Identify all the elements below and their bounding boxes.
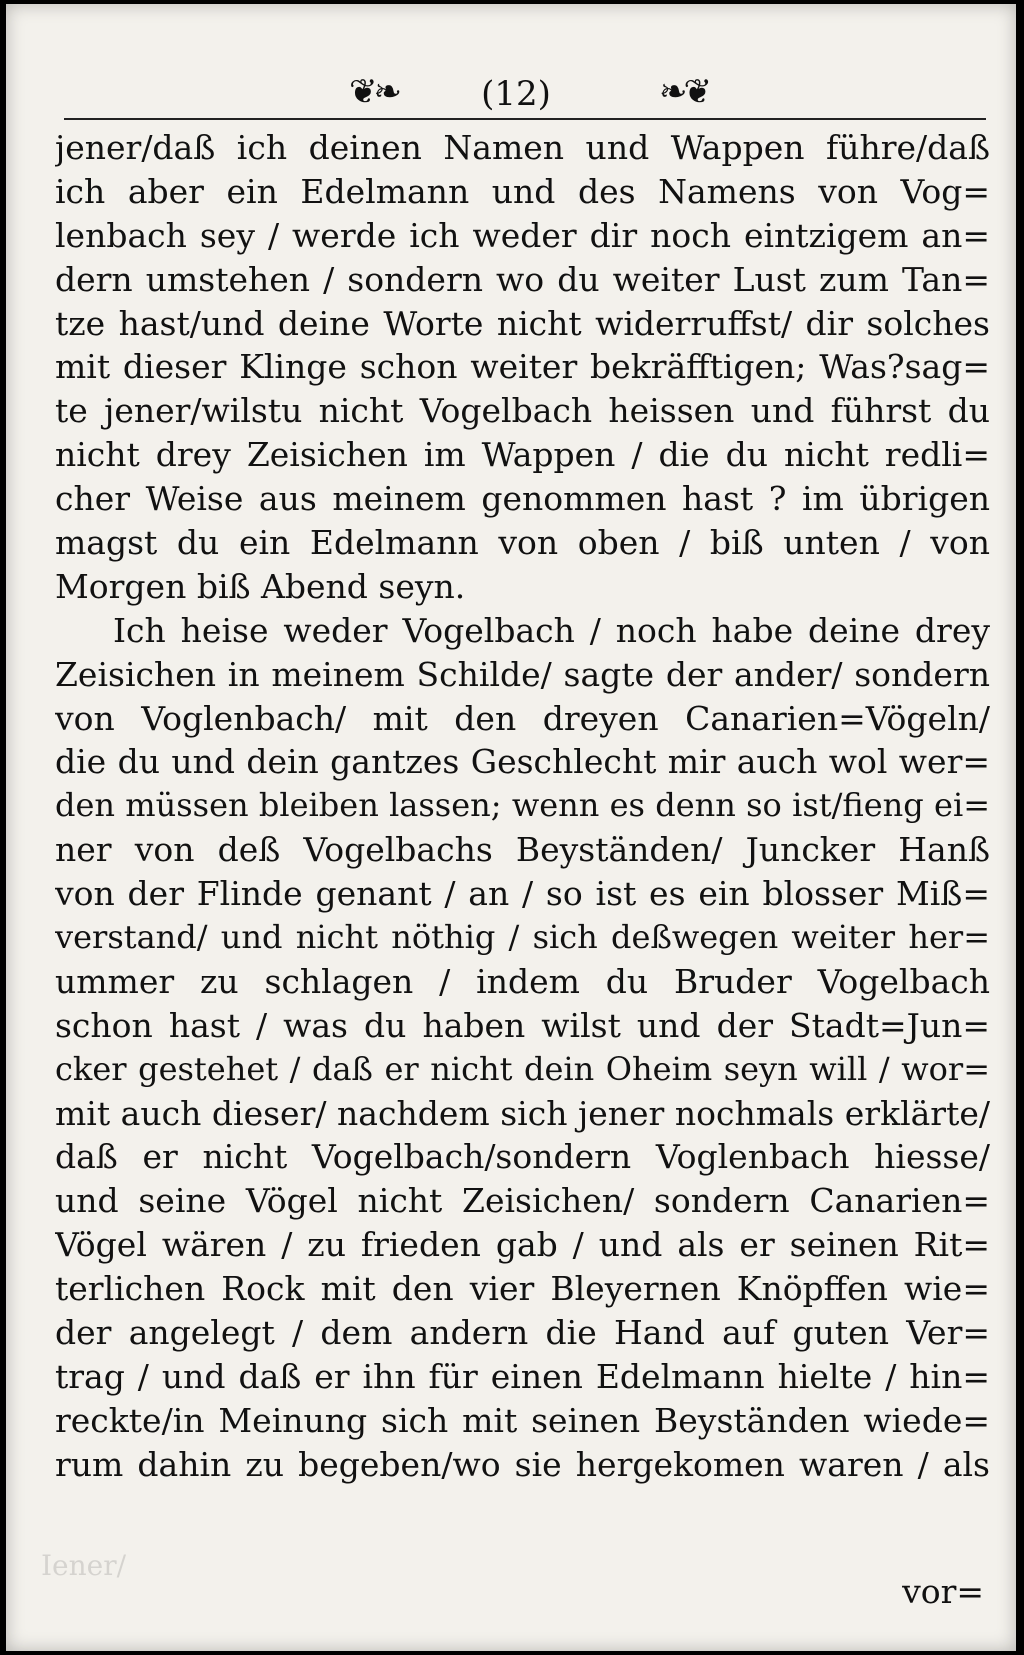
text-line: tze hast/und deine Worte nicht widerruffst/ dir solches	[55, 303, 990, 343]
text-line: den müssen bleiben lassen; wenn es denn so ist/fieng ei=	[55, 786, 990, 825]
text-line: ich aber ein Edelmann und des Namens von Vog=	[55, 171, 990, 211]
text-line: von der Flinde genant / an / so ist es ein blosser Miß=	[55, 874, 990, 914]
text-line: cher Weise aus meinem genommen hast ? im übrigen	[55, 479, 990, 519]
text-line: trag / und daß er ihn für einen Edelmann hielte / hin=	[55, 1356, 990, 1396]
text-line: lenbach sey / werde ich weder dir noch eintzigem an=	[55, 215, 990, 255]
text-line: von Voglenbach/ mit den dreyen Canarien=Vögeln/	[55, 698, 990, 738]
text-line: ummer zu schlagen / indem du Bruder Vogelbach	[55, 961, 990, 1001]
text-line: mit dieser Klinge schon weiter bekräfftigen; Was?sag=	[55, 347, 990, 387]
bleed-through-text: Iener/	[41, 1549, 127, 1582]
text-line: und seine Vögel nicht Zeisichen/ sondern Canarien=	[55, 1181, 990, 1221]
text-line: ner von deß Vogelbachs Beyständen/ Juncker Hanß	[55, 830, 990, 870]
text-line: nicht drey Zeisichen im Wappen / die du nicht redli=	[55, 435, 990, 475]
text-line: cker gestehet / daß er nicht dein Oheim seyn will / wor=	[55, 1049, 990, 1088]
text-line: verstand/ und nicht nöthig / sich deßwegen weiter her=	[55, 918, 990, 957]
text-line: te jener/wilstu nicht Vogelbach heissen und führst du	[55, 391, 990, 431]
text-line: die du und dein gantzes Geschlecht mir auch wol wer=	[55, 742, 990, 782]
text-line: Morgen biß Abend seyn.	[55, 566, 466, 606]
header-rule	[64, 118, 986, 120]
left-ornament-icon: ❦❧	[349, 72, 398, 112]
text-line: mit auch dieser/ nachdem sich jener nochmals erklärte/	[55, 1093, 990, 1133]
page-number: (12)	[481, 74, 551, 114]
text-line: jener/daß ich deinen Namen und Wappen führe/daß	[55, 128, 990, 167]
text-line: Ich heise weder Vogelbach / noch habe deine drey	[113, 610, 990, 650]
text-line: rum dahin zu begeben/wo sie hergekomen waren / als	[55, 1444, 990, 1484]
text-line: Vögel wären / zu frieden gab / und als er seinen Rit=	[55, 1225, 990, 1265]
text-line: dern umstehen / sondern wo du weiter Lust zum Tan=	[55, 259, 990, 299]
catchword: vor=	[902, 1572, 984, 1611]
body-text	[55, 126, 990, 1487]
text-line: der angelegt / dem andern die Hand auf guten Ver=	[55, 1313, 990, 1353]
text-line: daß er nicht Vogelbach/sondern Voglenbach hiesse/	[55, 1137, 990, 1177]
text-line: reckte/in Meinung sich mit seinen Beyständen wiede=	[55, 1400, 990, 1440]
text-line: magst du ein Edelmann von oben / biß unten / von	[55, 523, 990, 563]
text-line: Zeisichen in meinem Schilde/ sagte der ander/ sondern	[55, 654, 990, 694]
right-ornament-icon: ❧❦	[659, 72, 708, 112]
text-line: schon hast / was du haben wilst und der Stadt=Jun=	[55, 1005, 990, 1045]
text-line: terlichen Rock mit den vier Bleyernen Knöpffen wie=	[55, 1269, 990, 1309]
page-header	[66, 64, 966, 124]
